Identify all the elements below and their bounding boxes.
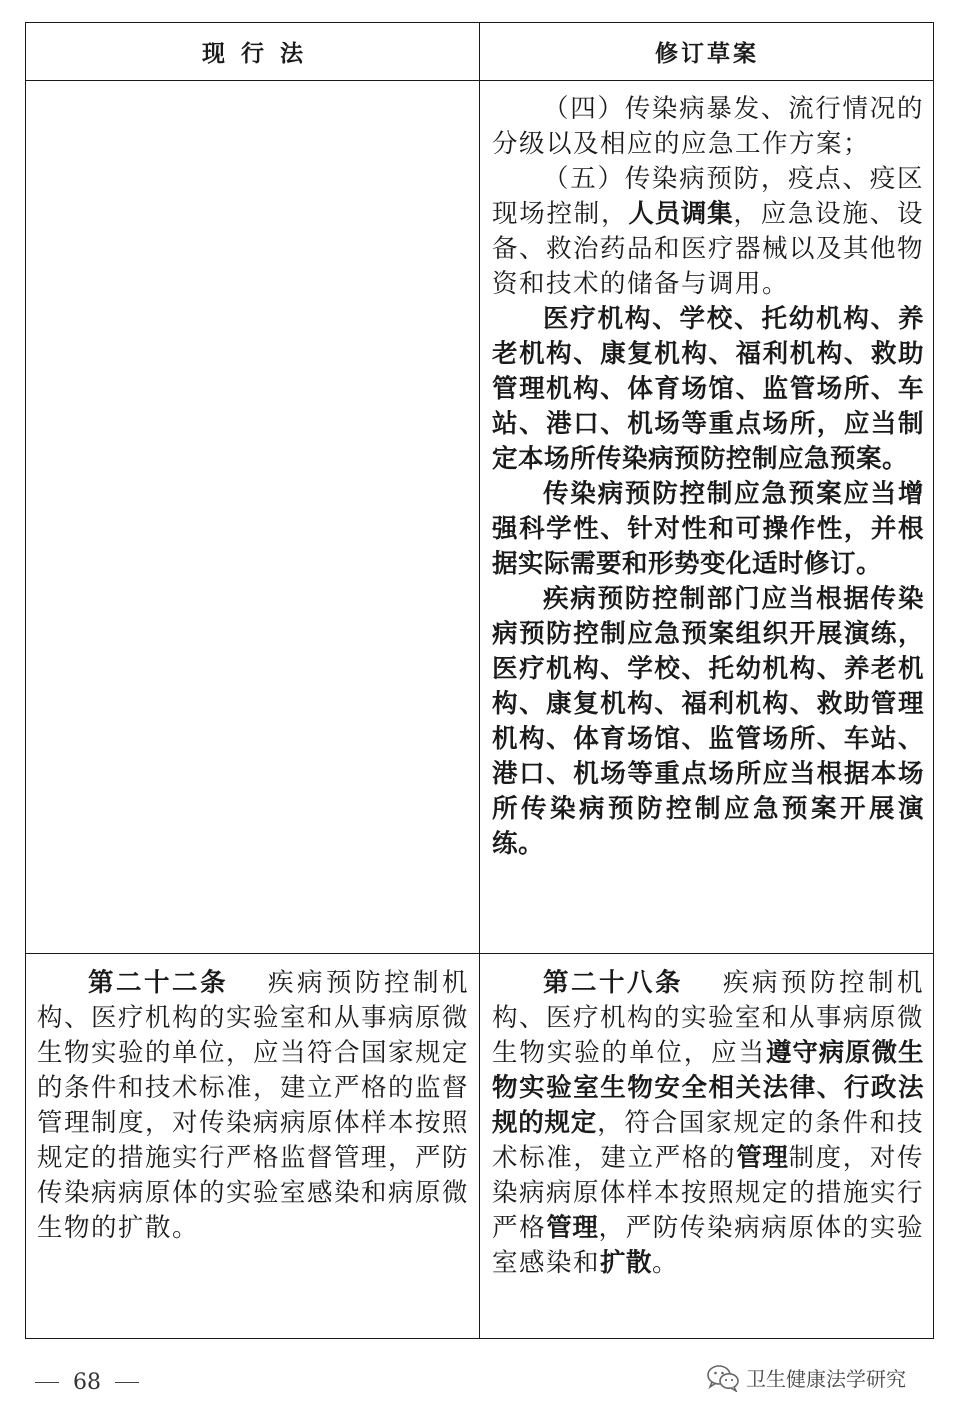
dash xyxy=(115,1382,139,1383)
paragraph-added: 疾病预防控制部门应当根据传染病预防控制应急预案组织开展演练，医疗机构、学校、托幼机构、养老机构、康复机构、福利机构、救助管理机构、体育场馆、监管场所、车站、港口、机场等重点场所应当根据本场所传染病预防控制应急预案开展演练。 xyxy=(492,584,924,859)
row2-current-cell xyxy=(37,966,469,1246)
article-22: 第二十二条 疾病预防控制机构、医疗机构的实验室和从事病原微生物实验的单位，应当符合国家规定的条件和技术标准，建立严格的监督管理制度，对传染病病原体样本按照规定的措施实行严格监督管理，严防传染病病原体的实验室感染和病原微生物的扩散。 xyxy=(37,968,470,1243)
row-divider xyxy=(26,953,933,954)
header-divider xyxy=(26,80,933,81)
article-number: 第二十二条 xyxy=(88,968,228,998)
wechat-icon xyxy=(706,1364,740,1392)
row2-revised-cell xyxy=(492,966,924,1281)
watermark: 卫生健康法学研究 xyxy=(706,1363,906,1392)
paragraph-added: 传染病预防控制应急预案应当增强科学性、针对性和可操作性，并根据实际需要和形势变化适时修订。 xyxy=(492,479,924,579)
paragraph: （五）传染病预防，疫点、疫区现场控制，人员调集，应急设施、设备、救治药品和医疗器械以及其他物资和技术的储备与调用。 xyxy=(492,164,925,299)
paragraph: （四）传染病暴发、流行情况的分级以及相应的应急工作方案； xyxy=(492,94,924,159)
header-revised-draft: 修订草案 xyxy=(655,41,759,67)
page-number: 68 xyxy=(35,1370,139,1395)
row1-revised-cell xyxy=(492,92,924,862)
header-current-law: 现行法 xyxy=(202,41,319,67)
article-28: 第二十八条 疾病预防控制机构、医疗机构的实验室和从事病原微生物实验的单位，应当遵守病原微生物实验室生物安全相关法律、行政法规的规定，符合国家规定的条件和技术标准，建立严格的管理制度，对传染病病原体样本按照规定的措施实行严格管理，严防传染病病原体的实验室感染和扩散。 xyxy=(492,968,925,1278)
column-divider xyxy=(479,23,480,1338)
dash xyxy=(35,1382,59,1383)
paragraph-added: 医疗机构、学校、托幼机构、养老机构、康复机构、福利机构、救助管理机构、体育场馆、监管场所、车站、港口、机场等重点场所，应当制定本场所传染病预防控制应急预案。 xyxy=(492,304,924,474)
comparison-table xyxy=(25,22,934,1339)
article-number: 第二十八条 xyxy=(543,968,683,998)
